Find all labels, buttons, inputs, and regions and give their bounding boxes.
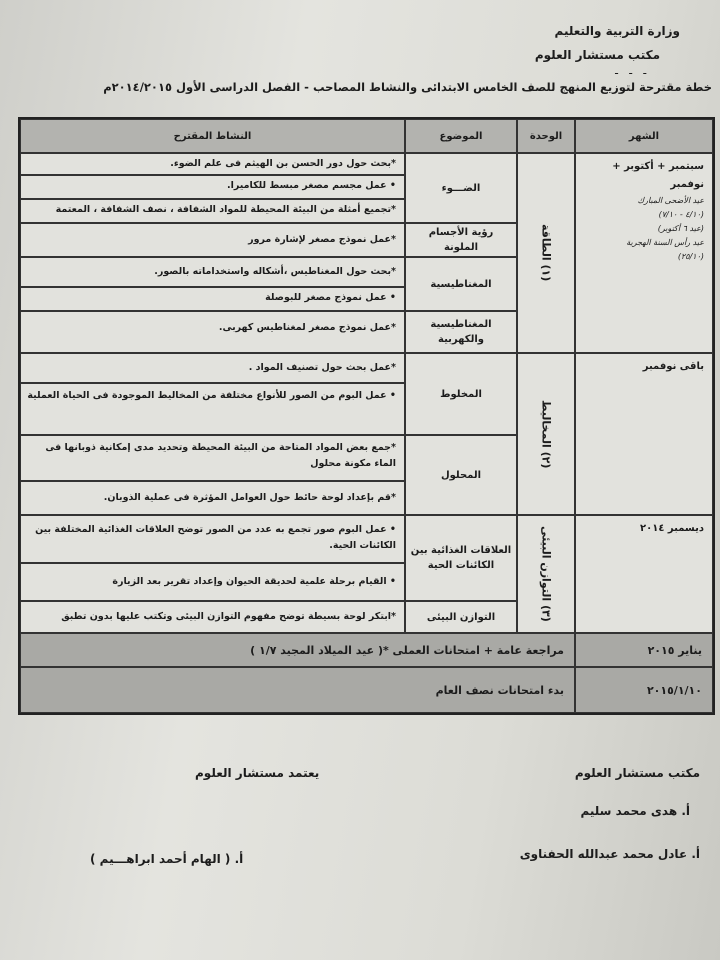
- document-title: خطة مقترحة لتوزيع المنهج للصف الخامس الابتدائى والنشاط المصاحب - الفصل الدراسى الأول ٢٠١٤/٢٠١٥م: [103, 80, 712, 94]
- curriculum-table: [18, 117, 715, 715]
- unit-balance: [517, 515, 575, 633]
- header-activity: النشاط المقترح: [20, 119, 405, 153]
- activity-cell: *جمع بعض المواد المتاحة من البيئة المحيطة وتحديد مدى إمكانية ذوبانها فى الماء مكونة محلول: [20, 435, 405, 481]
- activity-cell: • عمل البوم صور تجمع به عدد من الصور توضح العلاقات الغذائية المختلفة بين الكائنات الحية.: [20, 515, 405, 563]
- activity-cell: *عمل نموذج مصغر لإشارة مرور: [20, 223, 405, 257]
- approval-title: يعتمد مستشار العلوم: [195, 766, 320, 780]
- header-topic: الموضوع: [405, 119, 517, 153]
- month-cell-dec: [575, 515, 713, 633]
- activity-cell: • القيام برحلة علمية لحديقة الحيوان وإعداد تقرير بعد الزيارة: [20, 563, 405, 601]
- holiday-note: (٢٥/١٠): [677, 252, 704, 261]
- month-cell-sep-nov: [575, 153, 713, 353]
- office-heading: مكتب مستشار العلوم: [534, 48, 660, 62]
- office-signature-title: مكتب مستشار العلوم: [574, 766, 700, 780]
- underline-dashes: - - -: [614, 66, 650, 80]
- month-label: سبتمبر + أكتوبر + نوفمبر: [612, 161, 704, 190]
- activity-cell: *بحث حول المغناطيس ،أشكاله واستخداماته بالصور.: [20, 257, 405, 287]
- header-month: الشهر: [575, 119, 713, 153]
- header-unit: الوحدة: [517, 119, 575, 153]
- january-month: يناير ٢٠١٥: [575, 633, 713, 667]
- unit-label: (٣) التوازن البيئى: [539, 526, 553, 622]
- activity-cell: • عمل نموذج مصغر للبوصلة: [20, 287, 405, 311]
- activity-cell: *قم بإعداد لوحة حائط حول العوامل المؤثرة فى عملية الذوبان.: [20, 481, 405, 515]
- activity-cell: *تجميع أمثلة من البيئة المحيطة للمواد الشفافة ، نصف الشفافة ، المعتمة: [20, 199, 405, 223]
- topic-cell: المغناطيسية: [405, 257, 517, 311]
- month-label: باقى نوفمبر: [642, 361, 704, 372]
- unit-mixtures: [517, 353, 575, 515]
- approver-name: أ. ( الهام أحمد ابراهـــيم ): [90, 852, 244, 866]
- activity-cell: *بحث حول دور الحسن بن الهيثم فى علم الضوء.: [20, 153, 405, 175]
- topic-cell: المغناطيسية والكهربية: [405, 311, 517, 353]
- unit-label: (٢) المخاليط: [539, 399, 553, 469]
- exam-row: بدء امتحانات نصف العام: [20, 667, 575, 713]
- ministry-heading: وزارة التربية والتعليم: [554, 24, 680, 38]
- activity-cell: *ابتكر لوحة بسيطة توضح مفهوم التوازن البيئى وتكتب عليها بدون تطبق: [20, 601, 405, 633]
- month-cell-nov: [575, 353, 713, 515]
- holiday-note: عيد الأضحى المبارك: [637, 196, 704, 205]
- topic-cell: الضـــوء: [405, 153, 517, 223]
- month-label: ديسمبر ٢٠١٤: [640, 523, 704, 534]
- holiday-note: عيد رأس السنة الهجرية: [626, 238, 704, 247]
- topic-cell: التوازن البيئى: [405, 601, 517, 633]
- january-review-row: مراجعة عامة + امتحانات العملى *( عيد الميلاد المجيد ١/٧ ): [20, 633, 575, 667]
- unit-energy: [517, 153, 575, 353]
- topic-cell: المخلوط: [405, 353, 517, 435]
- activity-cell: *عمل نموذج مصغر لمغناطيس كهربى.: [20, 311, 405, 353]
- signatory-name: أ. هدى محمد سليم: [580, 804, 690, 818]
- topic-cell: رؤية الأجسام الملونة: [405, 223, 517, 257]
- activity-cell: • عمل البوم من الصور للأنواع مختلفة من المخاليط الموجودة فى الحياة العملية: [20, 383, 405, 435]
- activity-cell: • عمل مجسم مصغر مبسط للكاميرا.: [20, 175, 405, 199]
- holiday-note: (عيد ٦ أكتوبر): [657, 224, 704, 233]
- exam-date: ٢٠١٥/١/١٠: [575, 667, 713, 713]
- topic-cell: العلاقات الغذائية بين الكائنات الحية: [405, 515, 517, 601]
- holiday-note: (٤/١٠ - ٧/١٠): [658, 210, 704, 219]
- activity-cell: *عمل بحث حول تصنيف المواد .: [20, 353, 405, 383]
- unit-label: (١) الطاقة: [539, 224, 553, 282]
- topic-cell: المحلول: [405, 435, 517, 515]
- signatory-name: أ. عادل محمد عبدالله الحفناوى: [519, 847, 700, 861]
